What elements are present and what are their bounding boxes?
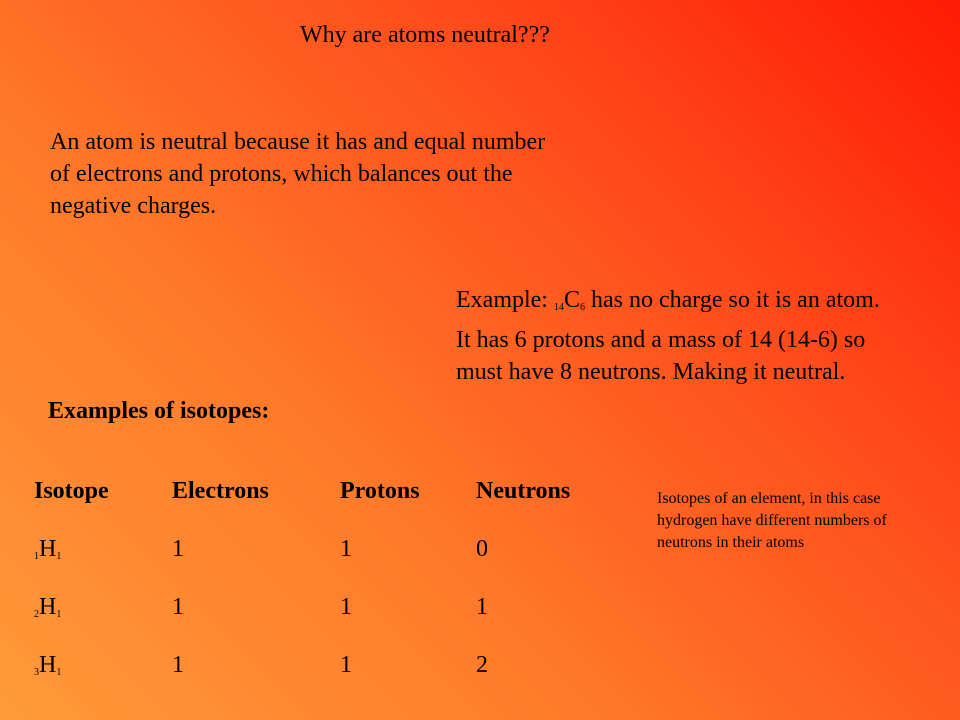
element-symbol: H: [39, 594, 57, 620]
element-symbol: C: [563, 287, 580, 313]
neutral-explanation: An atom is neutral because it has and equal number of electrons and protons, which balances out the negative charges.: [50, 129, 546, 219]
mass-number: 14: [553, 302, 564, 313]
atomic-number: 6: [579, 302, 585, 313]
isotope-note: Isotopes of an element, in this case hydrogen have different numbers of neutrons in their atoms: [657, 490, 887, 551]
electrons-cell: 1: [172, 652, 184, 678]
element-symbol: H: [39, 536, 57, 562]
header-isotope: Isotope: [34, 478, 109, 504]
electrons-cell: 1: [172, 594, 184, 620]
atomic-number: 1: [56, 551, 62, 562]
element-symbol: H: [39, 652, 57, 678]
neutrons-cell: 1: [476, 594, 488, 620]
neutrons-cell: 2: [476, 652, 488, 678]
atomic-number: 1: [56, 667, 62, 678]
protons-cell: 1: [340, 536, 352, 562]
isotope-cell: [34, 536, 61, 563]
mass-number: 2: [34, 609, 39, 620]
slide-title: Why are atoms neutral???: [300, 22, 550, 48]
example-prefix: Example:: [456, 287, 554, 313]
electrons-cell: 1: [172, 536, 184, 562]
protons-cell: 1: [340, 594, 352, 620]
mass-number: 3: [34, 667, 39, 678]
isotope-cell: [34, 652, 61, 679]
protons-cell: 1: [340, 652, 352, 678]
header-neutrons: Neutrons: [476, 478, 571, 504]
carbon-example: [456, 284, 896, 388]
isotopes-heading: Examples of isotopes:: [48, 398, 270, 424]
neutrons-cell: 0: [476, 536, 488, 562]
header-protons: Protons: [340, 478, 420, 504]
isotope-cell: [34, 594, 61, 621]
mass-number: 1: [34, 551, 39, 562]
atomic-number: 1: [56, 609, 62, 620]
header-electrons: Electrons: [172, 478, 269, 504]
example-suffix: has no charge so it is an atom. It has 6 protons and a mass of 14 (14-6) so must have 8 neutrons. Making it neutral.: [456, 287, 880, 385]
